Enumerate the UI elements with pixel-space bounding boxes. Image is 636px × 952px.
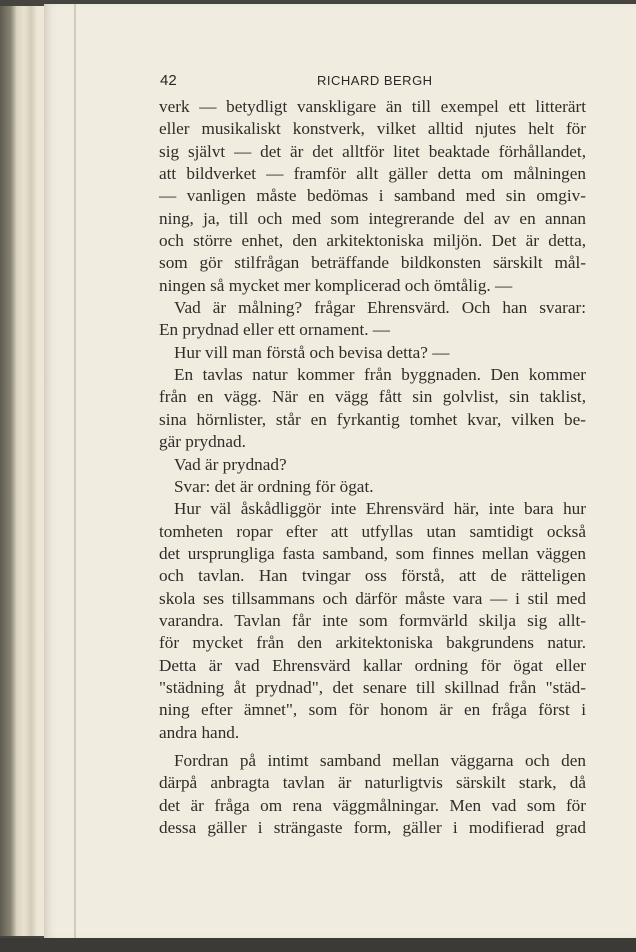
text-line: En prydnad eller ett ornament. —	[159, 320, 390, 340]
text-line: att bildverket — framför allt gäller detta om målningen	[159, 164, 586, 184]
running-head: RICHARD BERGH	[317, 73, 433, 88]
text-line: Svar: det är ordning för ögat.	[174, 476, 374, 496]
text-line: Vad är prydnad?	[174, 454, 287, 474]
text-line: för mycket från den arkitektoniska bakgrundens natur.	[159, 633, 586, 653]
body-text	[159, 96, 586, 839]
text-line: därpå anbragta tavlan är naturligtvis särskilt stark, då	[159, 773, 586, 793]
text-line: Hur vill man förstå och bevisa detta? —	[174, 342, 450, 362]
text-line: eller musikaliskt konstverk, vilket alltid njutes helt för	[159, 119, 586, 139]
text-line: ning, ja, till och med som integrerande del av en annan	[159, 208, 586, 228]
text-line: sig självt — det är det alltför litet beaktade förhållandet,	[159, 141, 586, 161]
text-line: ningen så mycket mer komplicerad och ömtålig. —	[159, 275, 513, 295]
page-header	[160, 72, 585, 92]
text-line: Hur väl åskådliggör inte Ehrensvärd här, inte bara hur	[174, 499, 586, 519]
text-line: som gör stilfrågan beträffande bildkonsten särskilt mål-	[159, 253, 586, 273]
page-fold-shadow	[74, 4, 76, 938]
text-line: och större enhet, den arkitektoniska miljön. Det är detta,	[159, 231, 586, 251]
text-line: det är fråga om rena väggmålningar. Men vad som för	[159, 795, 586, 815]
text-line: verk — betydligt vanskligare än till exempel ett litterärt	[159, 97, 586, 116]
text-line: tomheten ropar efter att utfyllas utan samtidigt också	[159, 521, 586, 541]
text-line: från en vägg. När en vägg fått sin golvlist, sin taklist,	[159, 387, 586, 407]
text-line: gär prydnad.	[159, 432, 246, 452]
text-line: Fordran på intimt samband mellan väggarna och den	[174, 750, 586, 770]
text-line: det ursprungliga fasta samband, som finnes mellan väggen	[159, 543, 586, 563]
page-number: 42	[160, 72, 177, 89]
text-line: ning efter ämnet", som för honom är en fråga först i	[159, 700, 586, 720]
text-line: "städning åt prydnad", det senare till skillnad från "städ-	[159, 677, 586, 697]
text-line: sina hörnlister, står en fyrkantig tomhet kvar, vilken be-	[159, 409, 586, 429]
background-strip	[0, 938, 636, 952]
text-line: Detta är vad Ehrensvärd kallar ordning för ögat eller	[159, 655, 586, 675]
text-line: andra hand.	[159, 722, 240, 742]
text-line: En tavlas natur kommer från byggnaden. Den kommer	[174, 365, 586, 385]
text-line: och tavlan. Han tvingar oss förstå, att de rätteligen	[159, 566, 586, 586]
text-line: dessa gäller i strängaste form, gäller i modifierad grad	[159, 818, 586, 837]
text-line: skola ses tillsammans och därför måste vara — i stil med	[159, 588, 586, 608]
text-line: — vanligen måste bedömas i samband med sin omgiv-	[159, 186, 586, 206]
text-line: Vad är målning? frågar Ehrensvärd. Och han svarar:	[174, 298, 586, 318]
text-line: varandra. Tavlan får inte som formvärld skilja sig allt-	[159, 610, 586, 630]
